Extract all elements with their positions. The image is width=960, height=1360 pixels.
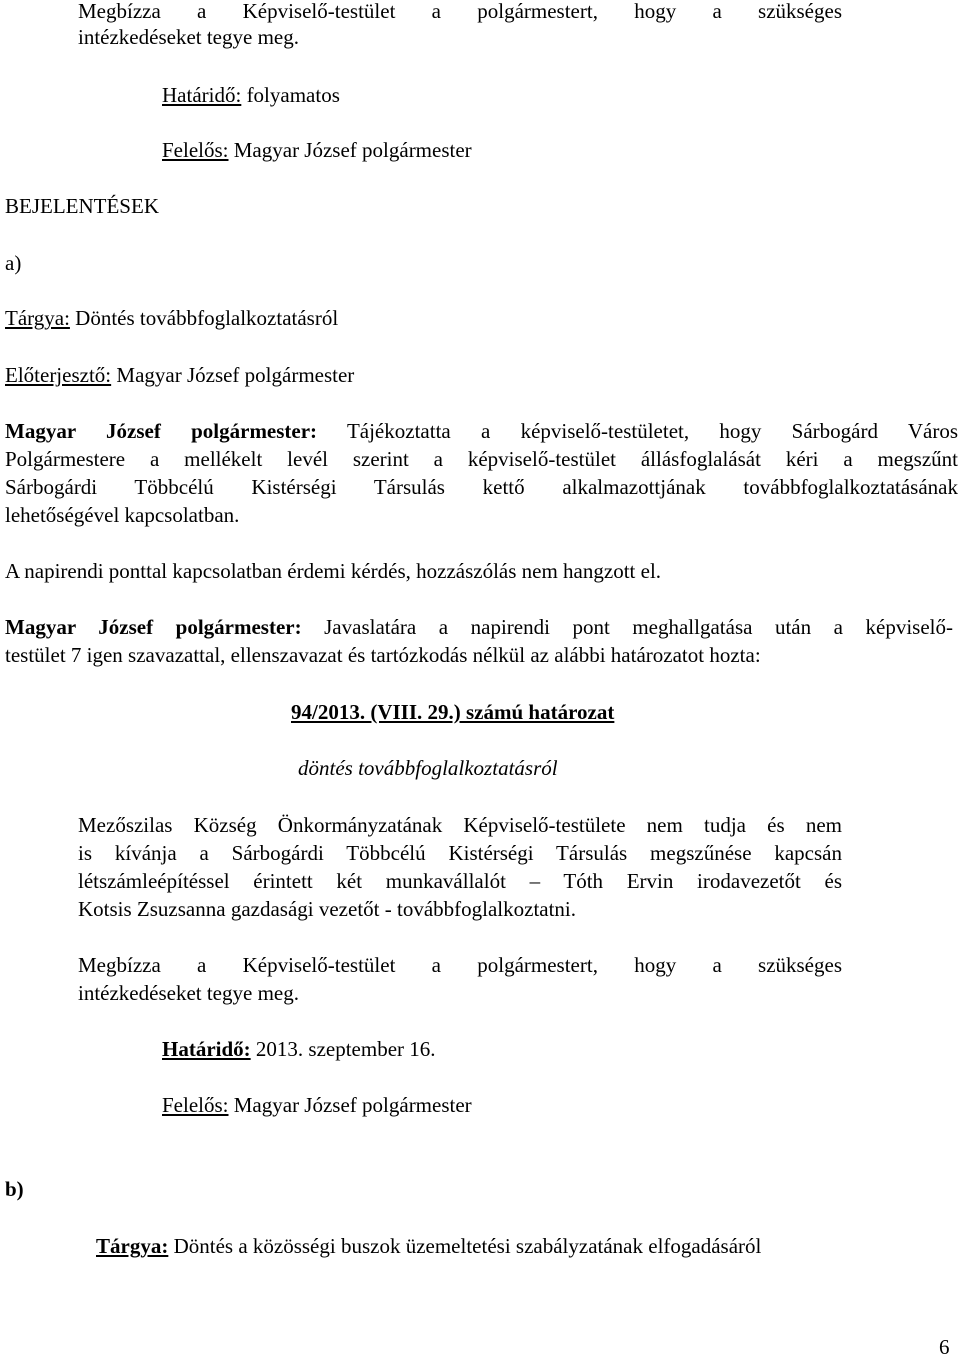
deadline-label: Határidő: bbox=[162, 83, 242, 107]
resolution-line-1: Mezőszilas Község Önkormányzatának Képviselő-testülete nem tudja és nem bbox=[78, 813, 842, 837]
para3-line1-text: Javaslatára a napirendi pont meghallgatása után a képviselő- bbox=[301, 615, 953, 639]
para2: A napirendi ponttal kapcsolatban érdemi kérdés, hozzászólás nem hangzott el. bbox=[5, 559, 662, 583]
deadline-a-label: Határidő: bbox=[162, 1037, 251, 1061]
mandate-line-1: Megbízza a Képviselő-testület a polgármestert, hogy a szükséges bbox=[78, 0, 842, 23]
resolution-line-2: is kívánja a Sárbogárdi Többcélú Kistérségi Társulás megszűnése kapcsán bbox=[78, 841, 842, 865]
responsible-label: Felelős: bbox=[162, 138, 229, 162]
deadline-line bbox=[162, 82, 340, 108]
item-b-marker: b) bbox=[5, 1177, 24, 1201]
mandate-a-line-2: intézkedéseket tegye meg. bbox=[78, 981, 299, 1005]
para1-line1-text: Tájékoztatta a képviselő-testületet, hogy Sárbogárd Város bbox=[317, 419, 958, 443]
mandate-a-line-1: Megbízza a Képviselő-testület a polgármestert, hogy a szükséges bbox=[78, 953, 842, 977]
item-a-presenter bbox=[5, 362, 354, 388]
presenter-value: Magyar József polgármester bbox=[111, 363, 355, 387]
para3-line-1 bbox=[5, 614, 953, 640]
page-number: 6 bbox=[939, 1335, 950, 1359]
para1-line-3: Sárbogárdi Többcélú Kistérségi Társulás kettő alkalmazottjának továbbfoglalkoztatásának bbox=[5, 475, 958, 499]
subject-value: Döntés továbbfoglalkoztatásról bbox=[69, 306, 339, 330]
item-b-subject-label: Tárgya: bbox=[96, 1234, 169, 1258]
para1-speaker: Magyar József polgármester: bbox=[5, 419, 318, 443]
item-a-subject bbox=[5, 305, 338, 331]
presenter-label: Előterjesztő: bbox=[5, 363, 112, 387]
resolution-subtitle: döntés továbbfoglalkoztatásról bbox=[298, 756, 558, 780]
section-heading: BEJELENTÉSEK bbox=[5, 194, 159, 218]
responsible-a-label: Felelős: bbox=[162, 1093, 229, 1117]
responsible-a-line bbox=[162, 1092, 472, 1118]
resolution-title: 94/2013. (VIII. 29.) számú határozat bbox=[291, 700, 615, 724]
para3-speaker: Magyar József polgármester: bbox=[5, 615, 302, 639]
resolution-line-3: létszámleépítéssel érintett két munkavállalót – Tóth Ervin irodavezetőt és bbox=[78, 869, 842, 893]
para1-line-1 bbox=[5, 418, 958, 444]
deadline-a-value: 2013. szeptember 16. bbox=[250, 1037, 436, 1061]
deadline-value: folyamatos bbox=[241, 83, 340, 107]
responsible-a-value: Magyar József polgármester bbox=[228, 1093, 472, 1117]
responsible-line bbox=[162, 137, 472, 163]
para3-line-2: testület 7 igen szavazattal, ellenszavazat és tartózkodás nélkül az alábbi határozatot hozta: bbox=[5, 643, 761, 667]
para1-line-2: Polgármestere a mellékelt levél szerint a képviselő-testület állásfoglalását kéri a megszűnt bbox=[5, 447, 958, 471]
deadline-a-line bbox=[162, 1036, 436, 1062]
para1-line-4: lehetőségével kapcsolatban. bbox=[5, 503, 240, 527]
item-a-marker: a) bbox=[5, 251, 22, 275]
subject-label: Tárgya: bbox=[5, 306, 70, 330]
resolution-line-4: Kotsis Zsuzsanna gazdasági vezetőt - továbbfoglalkoztatni. bbox=[78, 897, 577, 921]
item-b-subject bbox=[96, 1233, 761, 1259]
item-b-subject-value: Döntés a közösségi buszok üzemeltetési szabályzatának elfogadásáról bbox=[168, 1234, 762, 1258]
responsible-value: Magyar József polgármester bbox=[228, 138, 472, 162]
mandate-line-2: intézkedéseket tegye meg. bbox=[78, 25, 299, 49]
